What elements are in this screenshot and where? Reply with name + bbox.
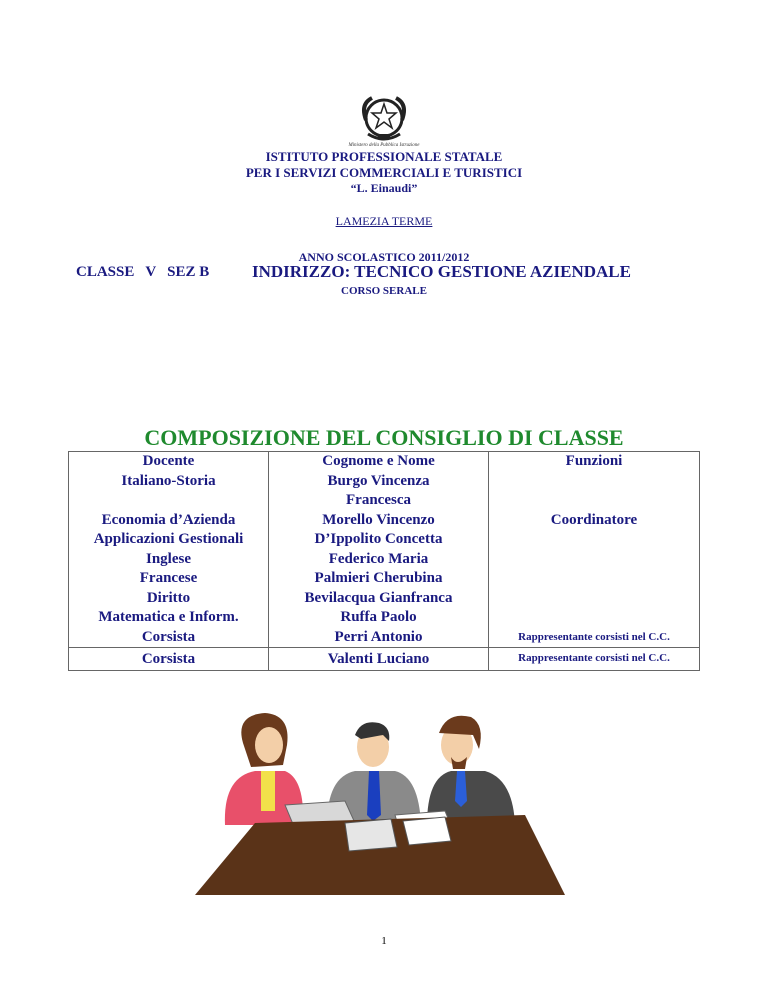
- function-spacer: [491, 589, 697, 609]
- school-name-line-3: “L. Einaudi”: [350, 181, 418, 195]
- functions-cell: [489, 452, 700, 648]
- course-address: INDIRIZZO: TECNICO GESTIONE AZIENDALE: [252, 262, 631, 281]
- name-item: Ruffa Paolo: [340, 609, 417, 625]
- page-number: 1: [381, 935, 387, 947]
- function-header: Funzioni: [565, 453, 623, 469]
- function-spacer: [491, 472, 697, 492]
- function-spacer: [491, 608, 697, 628]
- function-representative: Rappresentante corsisti nel C.C.: [518, 630, 670, 643]
- name-item: Federico Maria: [328, 550, 429, 567]
- subject-item: Matematica e Inform.: [98, 609, 239, 625]
- function-coordinator: Coordinatore: [550, 511, 638, 528]
- names-cell: [269, 452, 489, 648]
- school-name-line-1: ISTITUTO PROFESSIONALE STATALE: [265, 149, 503, 164]
- name-item: Bevilacqua Gianfranca: [304, 589, 453, 606]
- council-composition-table: [68, 451, 700, 671]
- name-item: Morello Vincenzo: [322, 511, 435, 528]
- subject-spacer: [71, 491, 266, 511]
- business-meeting-clipart-icon: [195, 705, 570, 895]
- name-item: Burgo Vincenza: [327, 472, 430, 489]
- name-item: Francesca: [346, 492, 411, 508]
- subject-header: Docente: [142, 453, 195, 469]
- function-spacer: [491, 569, 697, 589]
- emblem-caption: Ministero della Pubblica Istruzione: [348, 143, 420, 148]
- subject-cell: Corsista: [69, 648, 269, 671]
- school-name-line-2: PER I SERVIZI COMMERCIALI E TURISTICI: [245, 165, 523, 180]
- class-section: CLASSE V SEZ B: [76, 264, 210, 280]
- course-type: CORSO SERALE: [341, 285, 427, 297]
- subject-item: Applicazioni Gestionali: [93, 531, 244, 547]
- subject-item: Economia d’Azienda: [101, 511, 236, 528]
- name-cell: Valenti Luciano: [269, 648, 489, 671]
- subject-item: Diritto: [146, 589, 191, 606]
- city-link[interactable]: LAMEZIA TERME: [335, 214, 433, 228]
- subject-item: Inglese: [146, 550, 191, 567]
- function-spacer: [491, 491, 697, 511]
- table-row: [69, 452, 700, 648]
- function-cell: Rappresentante corsisti nel C.C.: [489, 648, 700, 671]
- function-spacer: [491, 530, 697, 550]
- name-header: Cognome e Nome: [322, 453, 435, 469]
- subject-item: Francese: [139, 570, 198, 586]
- subjects-cell: [69, 452, 269, 648]
- subject-item: Corsista: [141, 628, 196, 645]
- name-item: Palmieri Cherubina: [314, 570, 443, 586]
- name-item: D’Ippolito Concetta: [314, 531, 443, 547]
- table-title: COMPOSIZIONE DEL CONSIGLIO DI CLASSE: [144, 425, 624, 450]
- function-spacer: [491, 550, 697, 570]
- table-row: [69, 648, 700, 671]
- name-item: Perri Antonio: [334, 628, 423, 645]
- school-year: ANNO SCOLASTICO 2011/2012: [298, 250, 470, 264]
- subject-item: Italiano-Storia: [121, 472, 216, 489]
